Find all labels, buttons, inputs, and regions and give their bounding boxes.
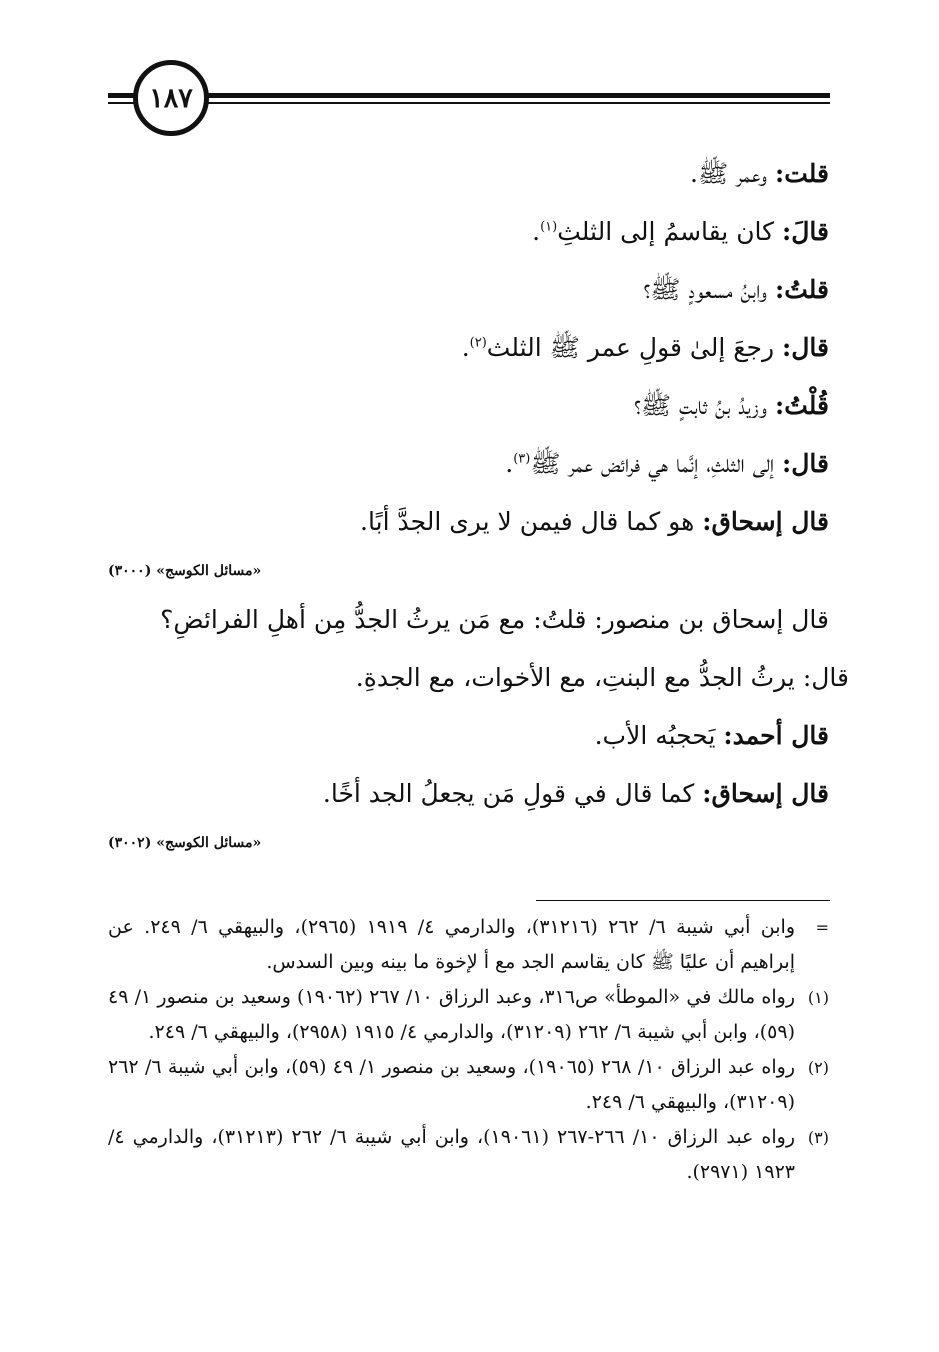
line-text: إلى الثلثِ، إنَّما هي فرائض عمر ﷺ — [530, 449, 783, 478]
footnote-ref[interactable]: (٣) — [513, 451, 531, 467]
footnote-text: رواه عبد الرزاق ١٠/ ٢٦٨ (١٩٠٦٥)، وسعيد بن منصور ١/ ٤٩ (٥٩)، وابن أبي شيبة ٦/ ٢٦٢ (٣١٢٠٩)، والبيهقي ٦/ ٢٤٩. — [108, 1056, 796, 1113]
line-end: . — [532, 217, 541, 246]
line-text: كما قال في قولِ مَن يجعلُ الجد أخًا. — [322, 779, 703, 808]
text-line — [108, 493, 829, 551]
line-text: رجعَ إلىٰ قولِ عمر ﷺ الثلث — [486, 333, 783, 362]
speaker: قُلْتُ: — [774, 391, 829, 420]
footnote — [108, 910, 829, 980]
footnote-ref[interactable]: (١) — [540, 219, 558, 235]
text-line — [108, 261, 829, 319]
speaker: قلتُ: — [774, 275, 829, 304]
footnote-mark: (٢) — [807, 1058, 829, 1077]
speaker: قال أحمد: — [723, 721, 829, 750]
text-line — [108, 707, 829, 765]
text-line — [108, 435, 829, 493]
text-line — [108, 765, 829, 823]
text-line — [108, 145, 829, 203]
page-number: ١٨٧ — [149, 82, 193, 114]
footnote-text: رواه عبد الرزاق ١٠/ ٢٦٦-٢٦٧ (١٩٠٦١)، وابن أبي شيبة ٦/ ٢٦٢ (٣١٢١٣)، والدارمي ٤/ ١٩٢٣ (٢٩٧١). — [108, 1126, 796, 1183]
text-line — [108, 591, 829, 649]
text-line — [108, 377, 829, 435]
source-citation: «مسائل الكوسج» (٣٠٠٢) — [108, 835, 262, 851]
line-text: وعمر ﷺ. — [690, 159, 775, 188]
speaker: قالَ: — [782, 217, 829, 246]
line-text: وابنُ مسعودٍ ﷺ؟ — [643, 275, 775, 304]
footnote-mark: (١) — [807, 988, 829, 1007]
line-text: يَحجبُه الأب. — [594, 721, 724, 750]
speaker: قال: — [782, 333, 829, 362]
main-text — [108, 145, 849, 863]
line-text: قال إسحاق بن منصور: قلتُ: مع مَن يرثُ الجدُّ مِن أهلِ الفرائضِ؟ — [160, 605, 829, 634]
line-text: هو كما قال فيمن لا يرى الجدَّ أبًا. — [360, 507, 703, 536]
footnote-mark: (٣) — [807, 1128, 829, 1147]
speaker: قلت: — [774, 159, 829, 188]
footnote-ref[interactable]: (٢) — [469, 335, 487, 351]
line-text: قال: يرثُ الجدُّ مع البنتِ، مع الأخوات، مع الجدةِ. — [355, 663, 849, 692]
line-end: . — [461, 333, 470, 362]
speaker: قال إسحاق: — [702, 779, 829, 808]
footnote-text: رواه مالك في «الموطأ» ص٣١٦، وعبد الرزاق ١٠/ ٢٦٧ (١٩٠٦٢) وسعيد بن منصور ١/ ٤٩ (٥٩)، وابن أبي شيبة ٦/ ٢٦٢ (٣١٢٠٩)، والدارمي ٤/ ١٩١٥ (٢٩٥٨)، والبيهقي ٦/ ٢٤٩. — [108, 986, 795, 1043]
footnote-mark: = — [815, 918, 829, 937]
footnote — [108, 980, 829, 1050]
line-end: . — [505, 449, 514, 478]
line-text: كان يقاسمُ إلى الثلثِ — [557, 217, 783, 246]
speaker: قال: — [782, 449, 829, 478]
text-line — [108, 319, 829, 377]
source-citation: «مسائل الكوسج» (٣٠٠٠) — [108, 563, 262, 579]
footnote — [108, 1120, 829, 1190]
footnotes — [108, 910, 829, 1190]
speaker: قال إسحاق: — [702, 507, 829, 536]
header-rule-thick — [108, 93, 830, 98]
header-rule-thin — [108, 102, 830, 104]
footnote-text: وابن أبي شيبة ٦/ ٢٦٢ (٣١٢١٦)، والدارمي ٤/ ١٩١٩ (٢٩٦٥)، والبيهقي ٦/ ٢٤٩. عن إبراهيم أن عليًا ﷺ كان يقاسم الجد مع أ لإخوة ما بينه وبين السدس. — [108, 916, 796, 973]
footnote — [108, 1050, 829, 1120]
text-line — [108, 649, 849, 707]
page-number-badge — [133, 60, 209, 136]
line-text: وزيدُ بنُ ثابتٍ ﷺ؟ — [633, 391, 775, 420]
footnote-separator — [536, 900, 830, 901]
text-line — [108, 203, 829, 261]
